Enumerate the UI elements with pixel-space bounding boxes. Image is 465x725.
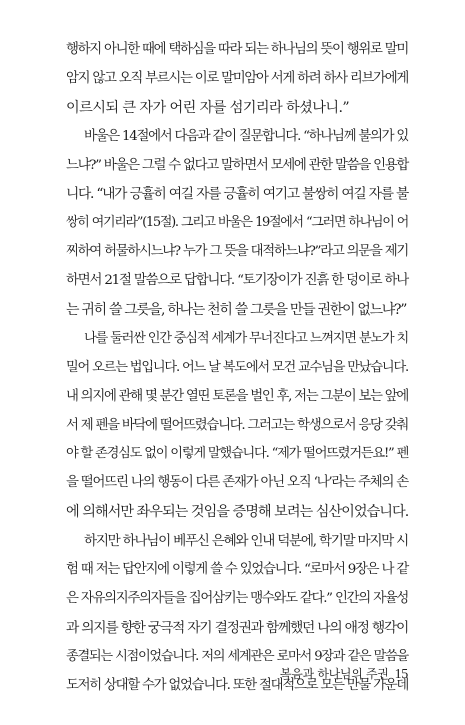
text-line: 서 제 펜을 바닥에 떨어뜨렸습니다. 그러고는 학생으로서 응당 갖춰 bbox=[66, 417, 408, 433]
text-line: 험 때 저는 답안지에 이렇게 쓸 수 있었습니다. “로마서 9장은 나 같 bbox=[66, 562, 408, 578]
text-line: 종결되는 시점이었습니다. 저의 세계관은 로마서 9장과 같은 말씀을 bbox=[66, 648, 408, 664]
running-title: 복음과 하나님의 주권 bbox=[279, 667, 389, 681]
text-line: 과 의지를 향한 궁극적 자기 결정권과 함께했던 나의 애정 행각이 bbox=[66, 619, 408, 636]
text-line: 바울은 14절에서 다음과 같이 질문합니다. “하나님께 불의가 있 bbox=[84, 128, 408, 144]
text-line: 행하지 아니한 때에 택하심을 따라 되는 하나님의 뜻이 행위로 말미 bbox=[66, 42, 408, 57]
text-line: 느냐?” 바울은 그럴 수 없다고 말하면서 모세에 관한 말씀을 인용합 bbox=[66, 157, 408, 173]
page-number: 15 bbox=[394, 667, 408, 682]
page-footer bbox=[0, 665, 408, 683]
text-line: 찌하여 허물하시느냐? 누가 그 뜻을 대적하느냐?”라고 의문을 제기 bbox=[66, 244, 408, 260]
body-text bbox=[66, 36, 408, 700]
text-line: 이르시되 큰 자가 어린 자를 섬기리라 하셨나니.” bbox=[66, 99, 350, 116]
text-line: 밀어 오르는 법입니다. 어느 날 복도에서 모건 교수님을 만났습니다. bbox=[66, 359, 408, 375]
text-line: 는 귀히 쓸 그릇을, 하나는 천히 쓸 그릇을 만들 권한이 없느냐?” bbox=[66, 302, 407, 319]
text-line: 나를 둘러싼 인간 중심적 세계가 무너진다고 느껴지면 분노가 치 bbox=[84, 330, 408, 346]
text-line: 하지만 하나님이 베푸신 은혜와 인내 덕분에, 학기말 마지막 시 bbox=[84, 533, 408, 550]
text-line: 도저히 상대할 수가 없었습니다. 또한 절대적으로 모든 만물 가운데 bbox=[66, 677, 408, 693]
text-line: 하면서 21절 말씀으로 답합니다. “토기장이가 진흙 한 덩이로 하나 bbox=[66, 273, 408, 289]
text-line: 쌍히 여기리라”(15절). 그리고 바울은 19절에서 “그러면 하나님이 어 bbox=[66, 215, 408, 231]
text-line: 은 자유의지주의자들을 집어삼키는 맹수와도 같다.” 인간의 자율성 bbox=[66, 590, 408, 606]
text-line: 에 의해서만 좌우되는 것임을 증명해 보려는 심산이었습니다. bbox=[66, 504, 409, 521]
text-line: 니다. “내가 긍휼히 여길 자를 긍휼히 여기고 불쌍히 여길 자를 불 bbox=[66, 186, 408, 203]
text-line: 야 할 존경심도 없이 이렇게 말했습니다. “제가 떨어뜨렸거든요!” 펜 bbox=[66, 446, 409, 462]
text-line: 내 의지에 관해 몇 분간 열띤 토론을 벌인 후, 저는 그분이 보는 앞에 bbox=[66, 388, 408, 404]
text-line: 암지 않고 오직 부르시는 이로 말미암아 서게 하려 하사 리브가에게 bbox=[66, 70, 408, 86]
text-line: 을 떨어뜨린 나의 행동이 다른 존재가 아닌 오직 ‘나’라는 주체의 손 bbox=[66, 475, 408, 491]
